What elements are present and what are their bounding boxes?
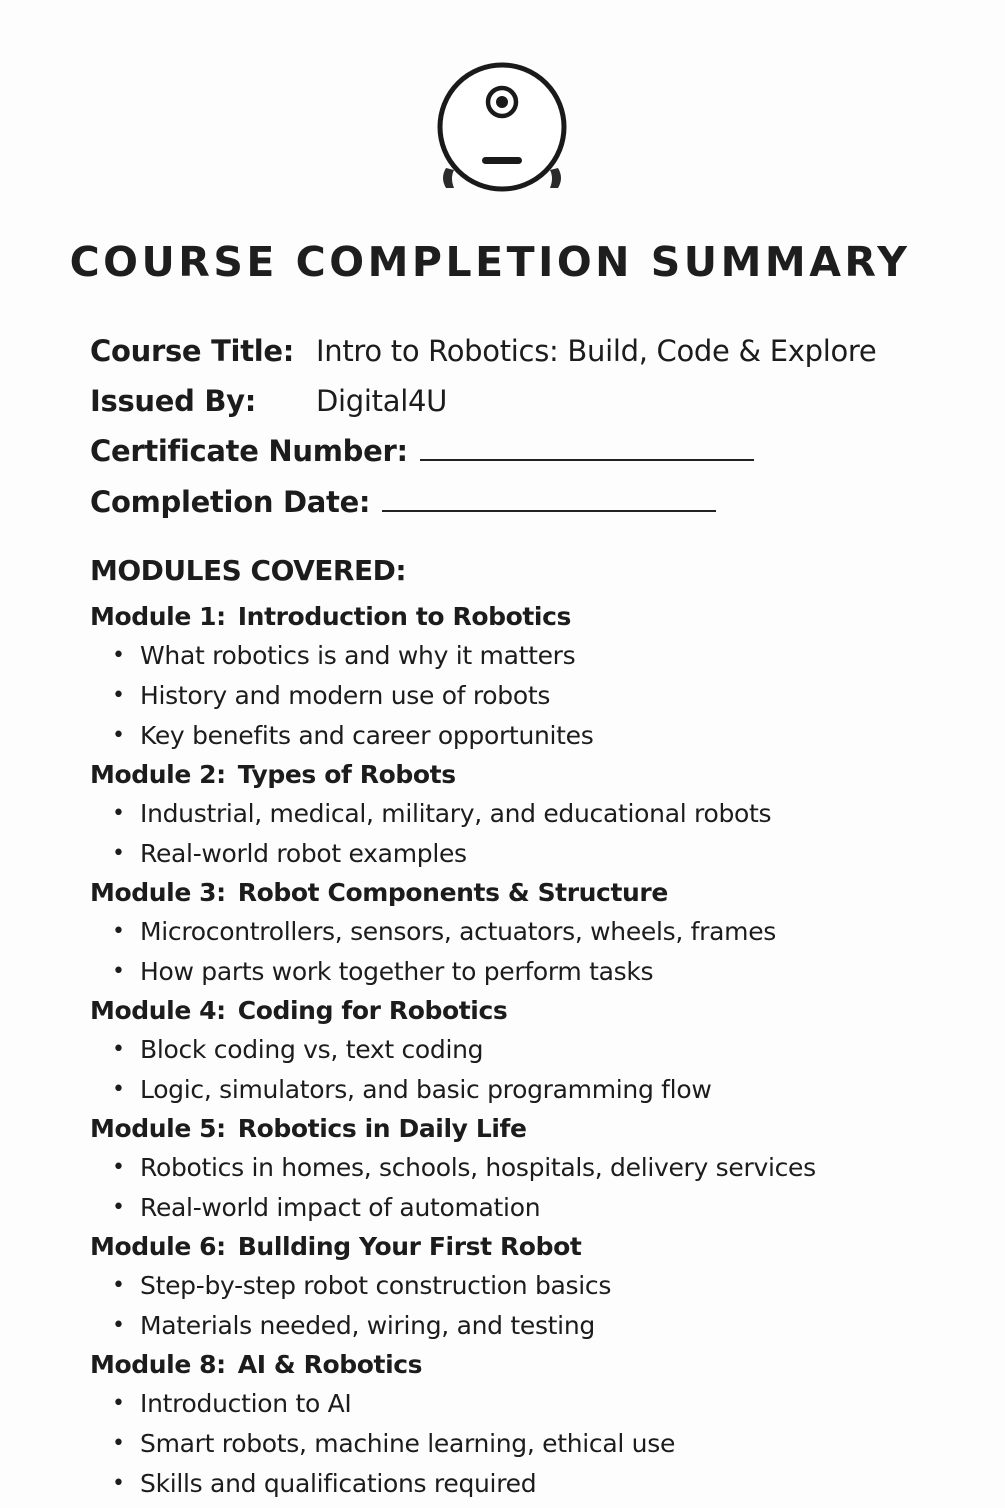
bullet-icon: • (112, 801, 125, 826)
module-number: Module 2: (90, 760, 226, 789)
list-item (90, 1148, 970, 1188)
module-title (90, 874, 970, 912)
module-name: AI & Robotics (237, 1350, 423, 1379)
list-item-text: Logic, simulators, and basic programming flow (140, 1075, 712, 1104)
module-title (90, 598, 970, 636)
modules-heading: MODULES COVERED: (90, 554, 407, 587)
bullet-icon: • (112, 1431, 125, 1456)
modules-list (90, 598, 970, 1504)
list-item (90, 636, 970, 676)
completion-date-row (90, 485, 716, 525)
module-block (90, 874, 970, 992)
bullet-icon: • (112, 1391, 125, 1416)
robot-face-icon (432, 60, 572, 195)
list-item-text: Skills and qualifications required (140, 1469, 537, 1498)
bullet-icon: • (112, 683, 125, 708)
list-item (90, 1384, 970, 1424)
bullet-icon: • (112, 643, 125, 668)
module-title (90, 1228, 970, 1266)
module-number: Module 3: (90, 878, 226, 907)
bullet-icon: • (112, 1037, 125, 1062)
module-block (90, 992, 970, 1110)
bullet-icon: • (112, 1155, 125, 1180)
list-item-text: Smart robots, machine learning, ethical use (140, 1429, 676, 1458)
list-item (90, 1266, 970, 1306)
list-item-text: Industrial, medical, military, and educational robots (140, 799, 772, 828)
certificate-number-blank (420, 435, 754, 461)
issued-by-value: Digital4U (316, 384, 448, 418)
list-item (90, 1188, 970, 1228)
module-name: Bullding Your First Robot (237, 1232, 582, 1261)
module-number: Module 8: (90, 1350, 226, 1379)
module-number: Module 4: (90, 996, 226, 1025)
bullet-icon: • (112, 919, 125, 944)
list-item-text: Robotics in homes, schools, hospitals, delivery services (140, 1153, 816, 1182)
list-item-text: What robotics is and why it matters (140, 641, 576, 670)
module-name: Types of Robots (237, 760, 456, 789)
list-item (90, 1464, 970, 1504)
module-block (90, 756, 970, 874)
issued-by-label: Issued By: (90, 384, 257, 418)
completion-date-label: Completion Date: (90, 485, 371, 519)
list-item-text: Materials needed, wiring, and testing (140, 1311, 595, 1340)
module-title (90, 992, 970, 1030)
bullet-icon: • (112, 1195, 125, 1220)
bullet-icon: • (112, 841, 125, 866)
completion-date-blank (382, 486, 716, 512)
list-item-text: Step-by-step robot construction basics (140, 1271, 612, 1300)
page-title: COURSE COMPLETION SUMMARY (69, 238, 911, 286)
list-item (90, 912, 970, 952)
list-item (90, 1070, 970, 1110)
bullet-icon: • (112, 1313, 125, 1338)
list-item-text: Key benefits and career opportunites (140, 721, 594, 750)
list-item (90, 834, 970, 874)
module-block (90, 1346, 970, 1504)
module-title (90, 1346, 970, 1384)
module-number: Module 5: (90, 1114, 226, 1143)
course-title-label: Course Title: (90, 334, 295, 368)
bullet-icon: • (112, 723, 125, 748)
list-item-text: History and modern use of robots (140, 681, 551, 710)
list-item-text: Block coding vs, text coding (140, 1035, 484, 1064)
certificate-number-label: Certificate Number: (90, 434, 408, 468)
list-item (90, 952, 970, 992)
module-name: Introduction to Robotics (237, 602, 571, 631)
list-item (90, 1424, 970, 1464)
list-item-text: Real-world robot examples (140, 839, 467, 868)
module-name: Robot Components & Structure (237, 878, 668, 907)
module-title (90, 756, 970, 794)
bullet-icon: • (112, 1471, 125, 1496)
list-item (90, 1030, 970, 1070)
module-block (90, 1228, 970, 1346)
list-item (90, 716, 970, 756)
module-name: Robotics in Daily Life (237, 1114, 527, 1143)
bullet-icon: • (112, 959, 125, 984)
list-item (90, 1306, 970, 1346)
certificate-number-row (90, 434, 754, 474)
course-title-row (90, 334, 877, 374)
list-item (90, 676, 970, 716)
list-item (90, 794, 970, 834)
list-item-text: Microcontrollers, sensors, actuators, wheels, frames (140, 917, 777, 946)
issued-by-row (90, 384, 448, 424)
list-item-text: Real-world impact of automation (140, 1193, 541, 1222)
module-block (90, 598, 970, 756)
module-number: Module 1: (90, 602, 226, 631)
list-item-text: How parts work together to perform tasks (140, 957, 654, 986)
list-item-text: Introduction to AI (140, 1389, 352, 1418)
module-number: Module 6: (90, 1232, 226, 1261)
course-title-value: Intro to Robotics: Build, Code & Explore (316, 334, 877, 368)
bullet-icon: • (112, 1273, 125, 1298)
bullet-icon: • (112, 1077, 125, 1102)
module-block (90, 1110, 970, 1228)
module-title (90, 1110, 970, 1148)
module-name: Coding for Robotics (237, 996, 508, 1025)
